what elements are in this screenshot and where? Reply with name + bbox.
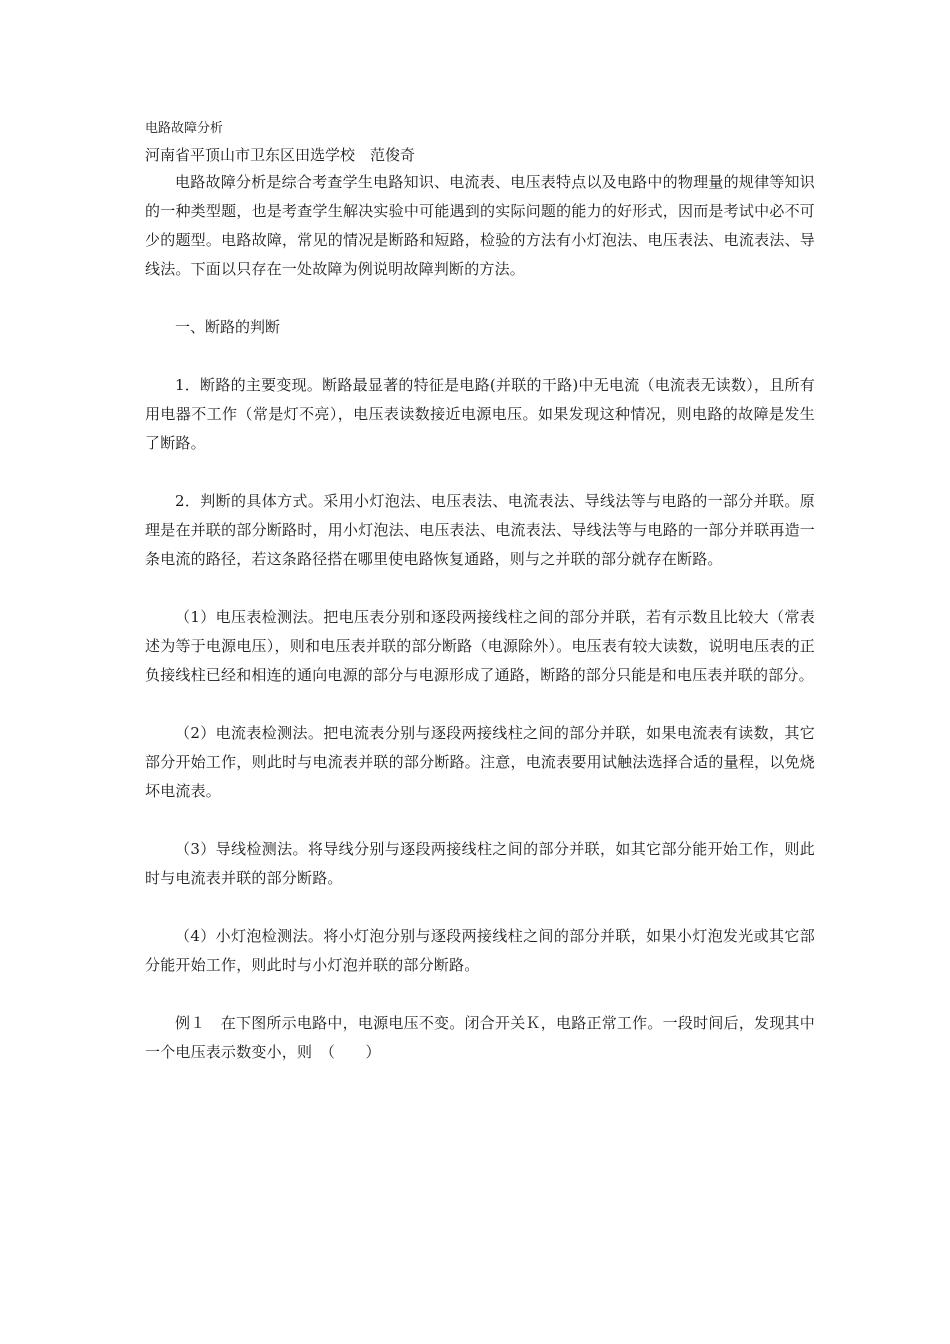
- method-voltmeter-paragraph: （1）电压表检测法。把电压表分别和逐段两接线柱之间的部分并联，若有示数且比较大（常表述为等于电源电压），则和电压表并联的部分断路（电源除外）。电压表有较大读数，说明电压表的正负接线柱已经和相连的通向电源的部分与电源形成了通路，断路的部分只能是和电压表并联的部分。: [145, 608, 815, 684]
- point-2-paragraph: 2．判断的具体方式。采用小灯泡法、电压表法、电流表法、导线法等与电路的一部分并联。原理是在并联的部分断路时，用小灯泡法、电压表法、电流表法、导线法等与电路的一部分并联再造一条电流的路径，若这条路径搭在哪里使电路恢复通路，则与之并联的部分就存在断路。: [145, 492, 815, 568]
- example-1-paragraph: 例１ 在下图所示电路中，电源电压不变。闭合开关Ｋ，电路正常工作。一段时间后，发现其中一个电压表示数变小，则 （ ）: [145, 1014, 815, 1061]
- paragraph-gap: [145, 574, 815, 603]
- paragraph-gap: [145, 690, 815, 719]
- paragraph-gap: [145, 284, 815, 313]
- method-ammeter-paragraph: （2）电流表检测法。把电流表分别与逐段两接线柱之间的部分并联，如果电流表有读数，其它部分开始工作，则此时与电流表并联的部分断路。注意，电流表要用试触法选择合适的量程，以免烧坏电流表。: [145, 724, 815, 800]
- section-heading-open-circuit: 一、断路的判断: [175, 318, 281, 336]
- paragraph-gap: [145, 458, 815, 487]
- document-page: [145, 118, 815, 1067]
- author-line: 河南省平顶山市卫东区田选学校 范俊奇: [145, 146, 416, 164]
- paragraph-gap: [145, 806, 815, 835]
- point-1-paragraph: 1．断路的主要变现。断路最显著的特征是电路(并联的干路)中无电流（电流表无读数），且所有用电器不工作（常是灯不亮），电压表读数接近电源电压。如果发现这种情况，则电路的故障是发生了断路。: [145, 376, 815, 452]
- paragraph-gap: [145, 893, 815, 922]
- method-bulb-paragraph: （4）小灯泡检测法。将小灯泡分别与逐段两接线柱之间的部分并联，如果小灯泡发光或其它部分能开始工作，则此时与小灯泡并联的部分断路。: [145, 927, 815, 974]
- paragraph-gap: [145, 980, 815, 1009]
- intro-paragraph: 电路故障分析是综合考查学生电路知识、电流表、电压表特点以及电路中的物理量的规律等知识的一种类型题，也是考查学生解决实验中可能遇到的实际问题的能力的好形式，因而是考试中必不可少的题型。电路故障，常见的情况是断路和短路，检验的方法有小灯泡法、电压表法、电流表法、导线法。下面以只存在一处故障为例说明故障判断的方法。: [145, 173, 815, 278]
- paragraph-gap: [145, 342, 815, 371]
- method-wire-paragraph: （3）导线检测法。将导线分别与逐段两接线柱之间的部分并联，如其它部分能开始工作，则此时与电流表并联的部分断路。: [145, 840, 815, 887]
- document-title: 电路故障分析: [145, 121, 224, 136]
